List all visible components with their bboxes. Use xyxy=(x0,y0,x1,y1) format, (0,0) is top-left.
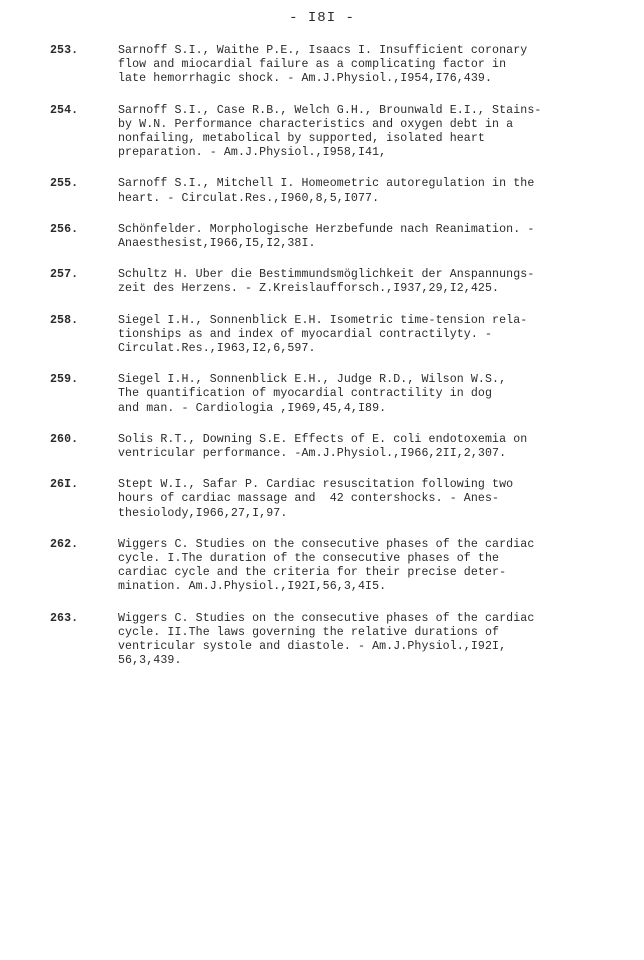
reference-entry xyxy=(50,538,605,595)
reference-number: 257. xyxy=(50,268,79,282)
reference-list xyxy=(50,44,605,686)
reference-line: and man. - Cardiologia ,I969,45,4,I89. xyxy=(118,401,387,415)
reference-entry xyxy=(50,373,605,416)
reference-number: 260. xyxy=(50,432,79,446)
reference-entry xyxy=(50,478,605,521)
reference-entry xyxy=(50,433,605,461)
reference-entry xyxy=(50,612,605,669)
reference-line: cycle. I.The duration of the consecutive phases of the xyxy=(118,552,500,566)
reference-number: 259. xyxy=(50,373,79,387)
reference-line: cycle. II.The laws governing the relative durations of xyxy=(118,625,500,639)
page-number: - I8I - xyxy=(289,10,355,26)
reference-line: Siegel I.H., Sonnenblick E.H. Isometric time-tension rela- xyxy=(118,313,528,327)
reference-number: 258. xyxy=(50,313,79,327)
reference-line: nonfailing, metabolical by supported, isolated heart xyxy=(118,132,485,146)
reference-line: cardiac cycle and the criteria for their precise deter- xyxy=(118,566,507,580)
reference-line: Anaesthesist,I966,I5,I2,38I. xyxy=(118,237,316,251)
reference-line: zeit des Herzens. - Z.Kreislaufforsch.,I937,29,I2,425. xyxy=(118,282,500,296)
reference-entry xyxy=(50,268,605,296)
reference-line: ventricular systole and diastole. - Am.J.Physiol.,I92I, xyxy=(118,640,507,654)
reference-line: hours of cardiac massage and 42 contershocks. - Anes- xyxy=(118,492,500,506)
reference-number: 254. xyxy=(50,103,79,117)
reference-line: 56,3,439. xyxy=(118,654,182,668)
reference-line: Schönfelder. Morphologische Herzbefunde nach Reanimation. - xyxy=(118,222,535,236)
reference-line: Circulat.Res.,I963,I2,6,597. xyxy=(118,342,316,356)
reference-line: Stept W.I., Safar P. Cardiac resuscitation following two xyxy=(118,478,514,492)
reference-number: 253. xyxy=(50,44,79,57)
reference-line: thesiolody,I966,27,I,97. xyxy=(118,506,288,520)
reference-line: late hemorrhagic shock. - Am.J.Physiol.,I954,I76,439. xyxy=(118,72,493,86)
reference-line: Sarnoff S.I., Mitchell I. Homeometric autoregulation in the xyxy=(118,177,535,191)
reference-line: heart. - Circulat.Res.,I960,8,5,I077. xyxy=(118,191,380,205)
reference-entry xyxy=(50,177,605,205)
reference-entry xyxy=(50,44,605,87)
reference-line: mination. Am.J.Physiol.,I92I,56,3,4I5. xyxy=(118,580,387,594)
reference-line: Sarnoff S.I., Waithe P.E., Isaacs I. Insufficient coronary xyxy=(118,44,528,57)
reference-line: by W.N. Performance characteristics and oxygen debt in a xyxy=(118,117,514,131)
reference-number: 256. xyxy=(50,222,79,236)
reference-line: preparation. - Am.J.Physiol.,I958,I41, xyxy=(118,146,387,160)
reference-number: 263. xyxy=(50,611,79,625)
reference-line: Schultz H. Uber die Bestimmundsmöglichkeit der Anspannungs- xyxy=(118,268,535,282)
reference-entry xyxy=(50,314,605,357)
reference-entry xyxy=(50,104,605,161)
reference-line: Siegel I.H., Sonnenblick E.H., Judge R.D., Wilson W.S., xyxy=(118,373,507,387)
reference-entry xyxy=(50,223,605,251)
reference-number: 26I. xyxy=(50,478,79,492)
reference-line: tionships as and index of myocardial contractilyty. - xyxy=(118,327,493,341)
reference-line: Wiggers C. Studies on the consecutive phases of the cardiac xyxy=(118,611,535,625)
reference-number: 255. xyxy=(50,177,79,191)
reference-line: ventricular performance. -Am.J.Physiol.,I966,2II,2,307. xyxy=(118,447,507,461)
reference-number: 262. xyxy=(50,537,79,551)
reference-line: flow and miocardial failure as a complicating factor in xyxy=(118,58,507,72)
reference-line: Wiggers C. Studies on the consecutive phases of the cardiac xyxy=(118,537,535,551)
reference-line: The quantification of myocardial contractility in dog xyxy=(118,387,493,401)
reference-line: Sarnoff S.I., Case R.B., Welch G.H., Brounwald E.I., Stains- xyxy=(118,103,542,117)
reference-line: Solis R.T., Downing S.E. Effects of E. coli endotoxemia on xyxy=(118,432,528,446)
